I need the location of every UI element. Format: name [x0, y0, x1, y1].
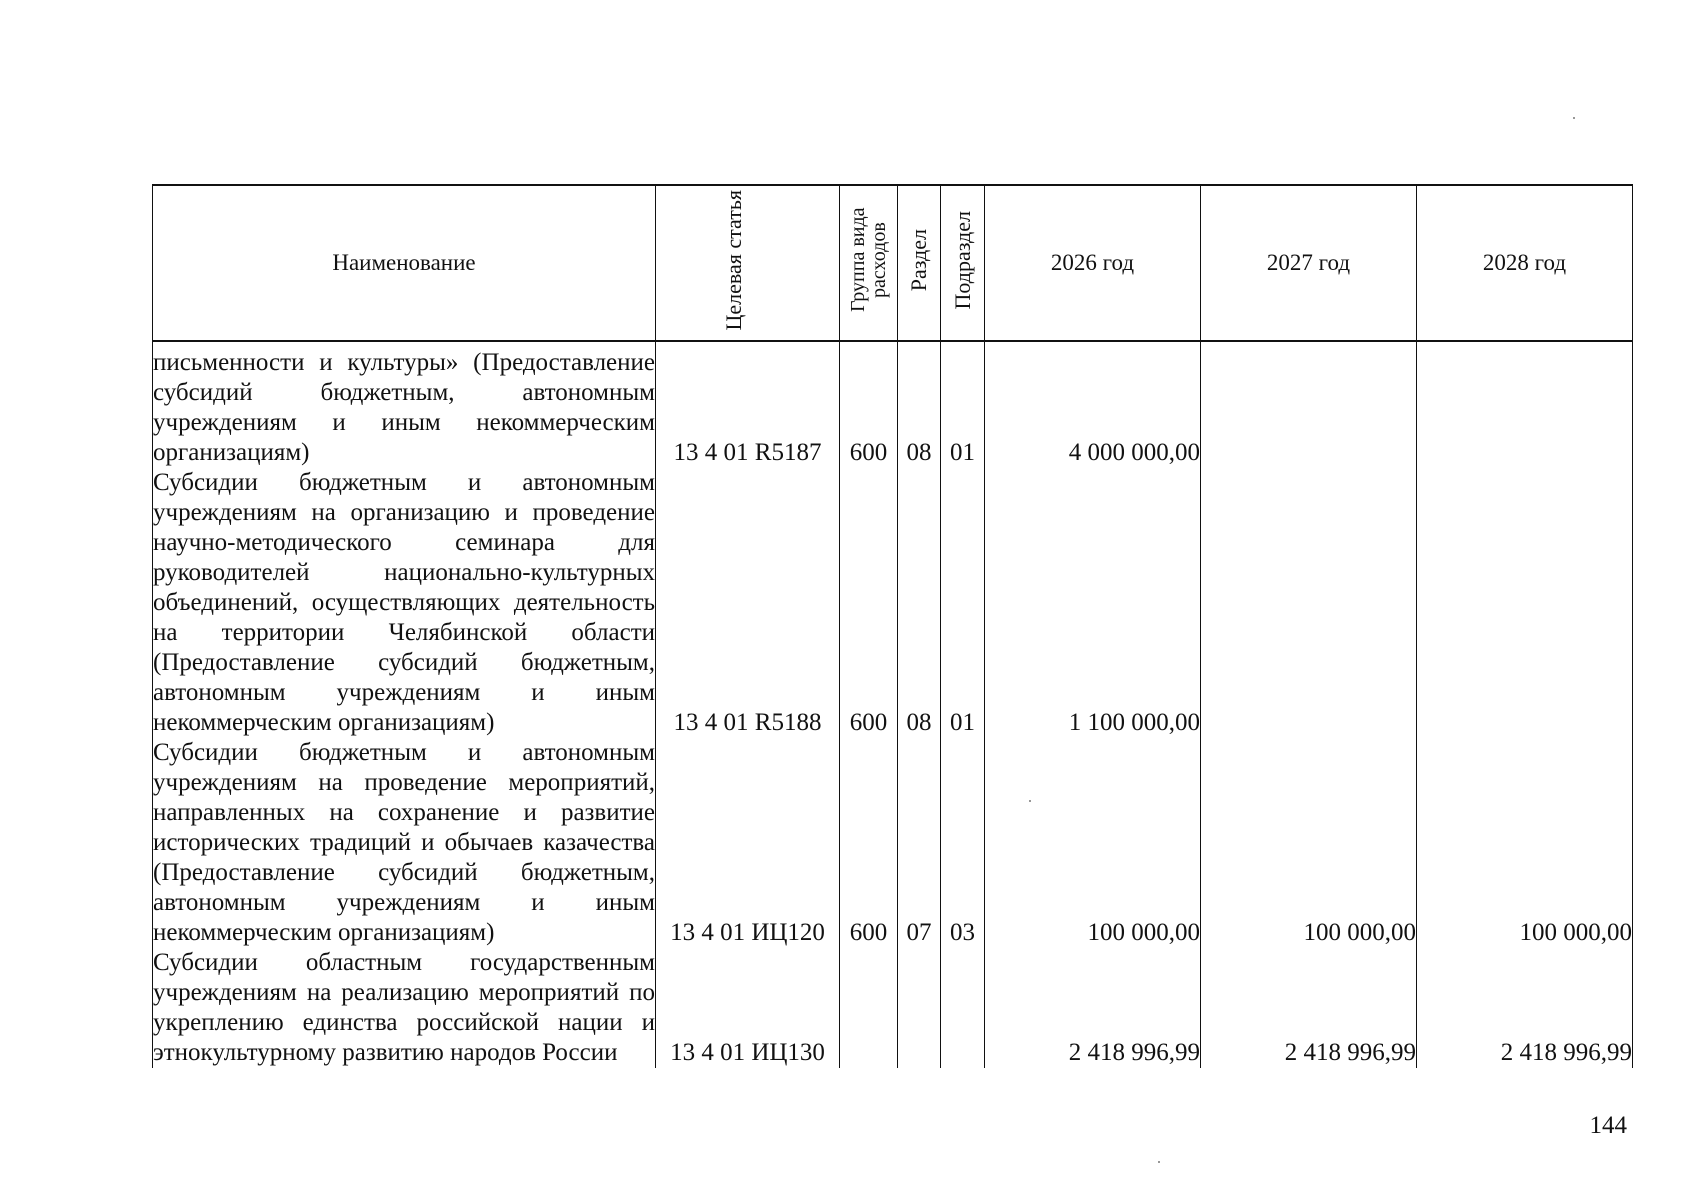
header-subsection: Подраздел — [941, 185, 985, 341]
row-target-article: 13 4 01 R5187 — [656, 341, 840, 468]
header-2028: 2028 год — [1417, 185, 1633, 341]
row-amount-2026: 1 100 000,00 — [985, 468, 1201, 738]
scan-speck — [1573, 117, 1575, 119]
row-name: письменности и культуры» (Предоставление субсидий бюджетным, автономным учреждениям и иным некоммерческим организациям) — [153, 341, 656, 468]
scan-speck — [1158, 1161, 1160, 1163]
row-name: Субсидии бюджетным и автономным учреждениям на проведение мероприятий, направленных на сохранение и развитие исторических традиций и обычаев казачества (Предоставление субсидий бюджетным, автономным учреждениям и иным некоммерческим организациям) — [153, 739, 655, 946]
row-section: 08 — [898, 468, 941, 738]
table-row — [153, 468, 1633, 738]
table-header-row — [153, 185, 1633, 341]
row-subsection — [941, 948, 985, 1068]
header-2026: 2026 год — [985, 185, 1201, 341]
table-row — [153, 738, 1633, 948]
header-expense-group: Группа вида расходов — [840, 185, 898, 341]
row-subsection: 01 — [941, 468, 985, 738]
row-target-article: 13 4 01 R5188 — [656, 468, 840, 738]
row-amount-2026: 100 000,00 — [985, 738, 1201, 948]
row-expense-group: 600 — [840, 341, 898, 468]
row-amount-2026: 4 000 000,00 — [985, 341, 1201, 468]
row-amount-2028: 2 418 996,99 — [1417, 948, 1633, 1068]
row-amount-2026: 2 418 996,99 — [985, 948, 1201, 1068]
row-expense-group: 600 — [840, 738, 898, 948]
row-expense-group — [840, 948, 898, 1068]
header-target-article: Целевая статья — [656, 185, 840, 341]
header-2027: 2027 год — [1201, 185, 1417, 341]
row-amount-2028: 100 000,00 — [1417, 738, 1633, 948]
table-row — [153, 948, 1633, 1068]
table-row — [153, 341, 1633, 468]
header-name: Наименование — [153, 185, 656, 341]
row-amount-2027 — [1201, 468, 1417, 738]
row-subsection: 01 — [941, 341, 985, 468]
row-name: Субсидии областным государственным учреждениям на реализацию мероприятий по укреплению единства российской нации и этнокультурному развитию народов России — [153, 949, 655, 1066]
row-expense-group: 600 — [840, 468, 898, 738]
row-subsection: 03 — [941, 738, 985, 948]
row-amount-2027: 100 000,00 — [1201, 738, 1417, 948]
row-section — [898, 948, 941, 1068]
row-section: 07 — [898, 738, 941, 948]
row-section: 08 — [898, 341, 941, 468]
header-section: Раздел — [898, 185, 941, 341]
row-amount-2027: 2 418 996,99 — [1201, 948, 1417, 1068]
row-amount-2028 — [1417, 468, 1633, 738]
page-number: 144 — [1589, 1112, 1627, 1139]
row-amount-2028 — [1417, 341, 1633, 468]
budget-table — [152, 184, 1633, 1068]
row-amount-2027 — [1201, 341, 1417, 468]
row-target-article: 13 4 01 ИЦ130 — [656, 948, 840, 1068]
row-target-article: 13 4 01 ИЦ120 — [656, 738, 840, 948]
row-name: Субсидии бюджетным и автономным учреждениям на организацию и проведение научно-методического семинара для руководителей национально-культурных объединений, осуществляющих деятельность на территории Челябинской области (Предоставление субсидий бюджетным, автономным учреждениям и иным некоммерческим организациям) — [153, 469, 655, 736]
